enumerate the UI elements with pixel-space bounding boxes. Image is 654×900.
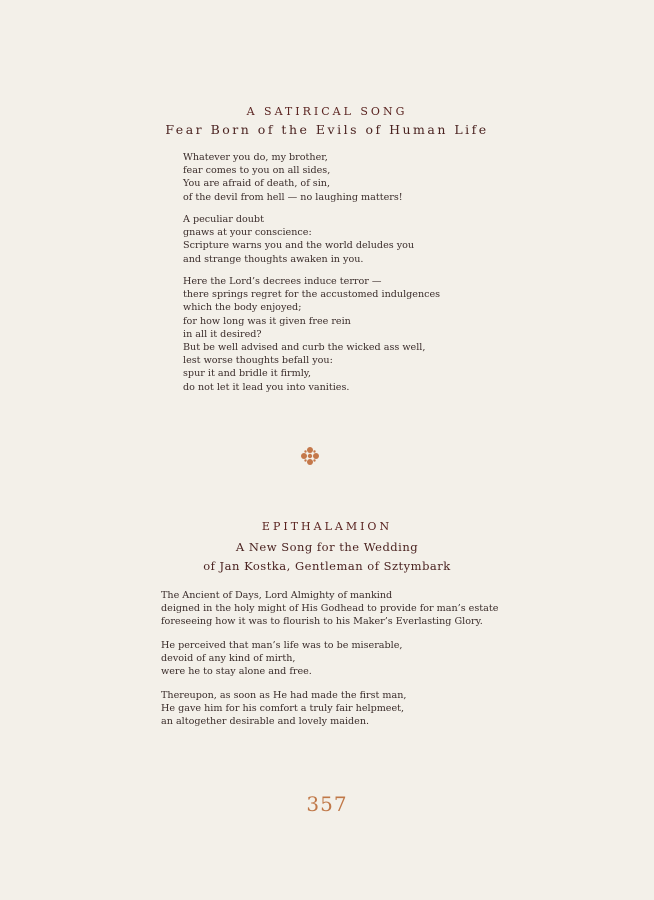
verse-line: Scripture warns you and the world deludes you xyxy=(183,240,415,252)
poem2-stanza-1 xyxy=(161,589,498,629)
verse-line: do not let it lead you into vanities. xyxy=(183,381,350,393)
verse-line: foreseeing how it was to flourish to his Maker’s Everlasting Glory. xyxy=(161,616,483,628)
verse-line: But be well advised and curb the wicked ass well, xyxy=(183,342,426,354)
poem2-stanza-3 xyxy=(161,689,406,729)
verse-line: were he to stay alone and free. xyxy=(161,666,312,678)
fleuron-icon xyxy=(300,446,320,466)
verse-line: devoid of any kind of mirth, xyxy=(161,653,296,665)
verse-line: You are afraid of death, of sin, xyxy=(183,178,331,190)
poem-subtitle-fear-born: Fear Born of the Evils of Human Life xyxy=(165,122,489,137)
verse-line: spur it and bridle it firmly, xyxy=(183,368,311,380)
verse-line: lest worse thoughts befall you: xyxy=(183,355,333,367)
page-number: 357 xyxy=(306,792,348,816)
poem1-stanza-2 xyxy=(183,213,414,266)
poem-subtitle-line-2: of Jan Kostka, Gentleman of Sztymbark xyxy=(203,559,451,573)
verse-line: Here the Lord’s decrees induce terror — xyxy=(183,276,382,287)
verse-line: deigned in the holy might of His Godhead to provide for man’s estate xyxy=(161,603,499,615)
poem-title-satirical-song: A SATIRICAL SONG xyxy=(246,105,408,118)
verse-line: He perceived that man’s life was to be miserable, xyxy=(161,640,403,651)
verse-line: Whatever you do, my brother, xyxy=(183,152,328,163)
verse-line: Thereupon, as soon as He had made the first man, xyxy=(161,690,407,701)
verse-line: A peculiar doubt xyxy=(183,214,264,225)
verse-line: and strange thoughts awaken in you. xyxy=(183,253,364,265)
verse-line: an altogether desirable and lovely maiden. xyxy=(161,716,370,728)
verse-line: of the devil from hell — no laughing matters! xyxy=(183,191,403,203)
verse-line: fear comes to you on all sides, xyxy=(183,165,331,177)
verse-line: in all it desired? xyxy=(183,328,262,340)
poem1-stanza-1 xyxy=(183,151,403,204)
verse-line: gnaws at your conscience: xyxy=(183,227,312,239)
poem-subtitle-line-1: A New Song for the Wedding xyxy=(235,540,419,554)
verse-line: which the body enjoyed; xyxy=(183,302,302,314)
poem2-stanza-2 xyxy=(161,639,402,679)
verse-line: He gave him for his comfort a truly fair helpmeet, xyxy=(161,703,405,715)
poem1-stanza-3 xyxy=(183,275,440,394)
verse-line: for how long was it given free rein xyxy=(183,315,351,327)
verse-line: there springs regret for the accustomed indulgences xyxy=(183,289,441,301)
verse-line: The Ancient of Days, Lord Almighty of mankind xyxy=(161,590,393,601)
poem-title-epithalamion: EPITHALAMION xyxy=(261,520,393,533)
